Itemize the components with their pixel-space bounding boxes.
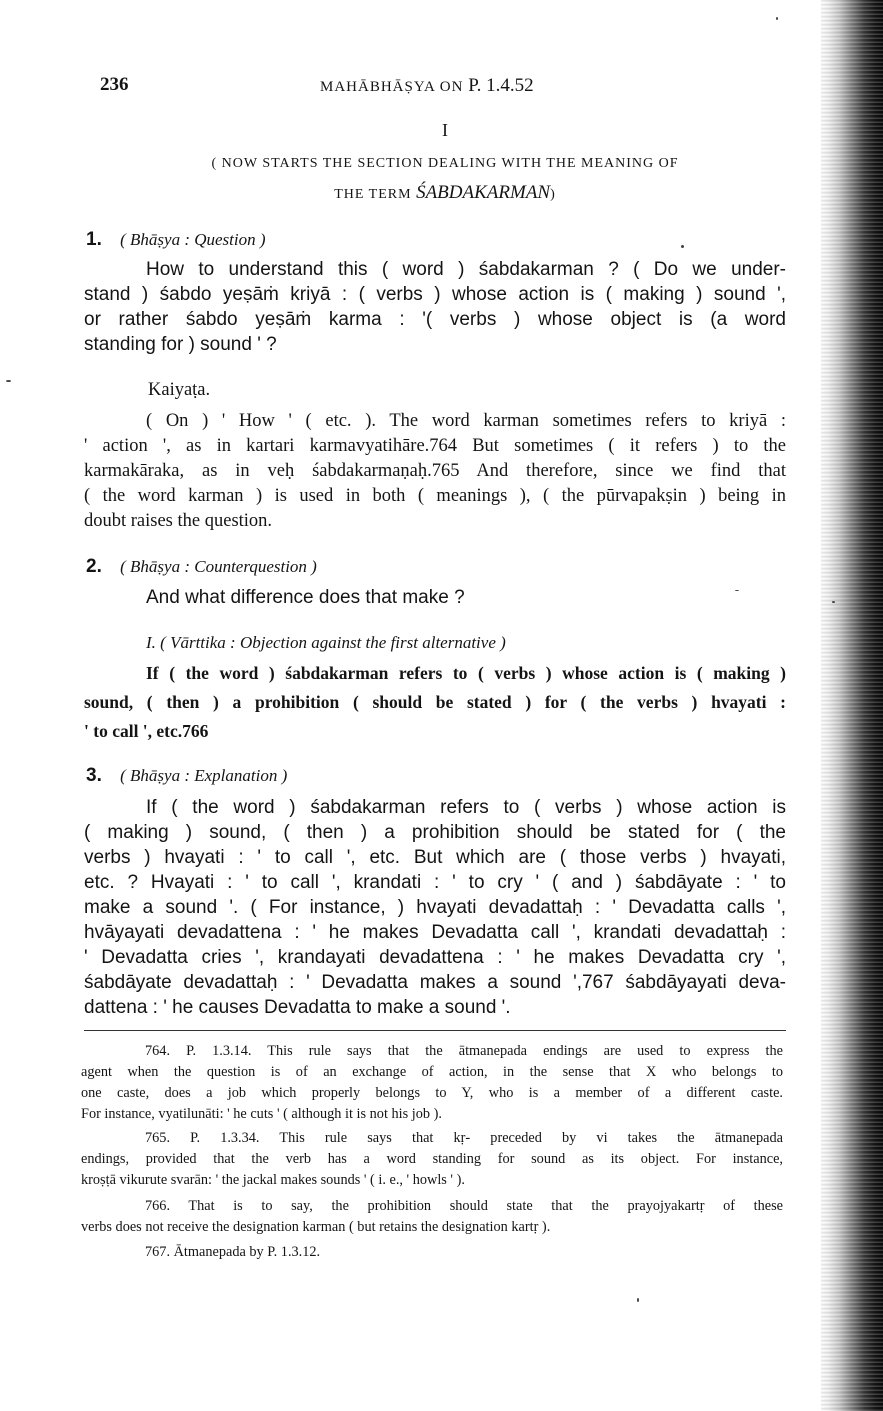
section-heading-suffix: ): [550, 187, 556, 202]
text-line: ' Devadatta cries ', krandayati devadattena : ' he makes Devadatta cry ',: [84, 947, 786, 968]
varttika-heading: I. ( Vārttika : Objection against the first alternative ): [146, 633, 506, 652]
paragraph-3-number: 3.: [86, 765, 102, 786]
running-title: MAHĀBHĀṢYA ON: [320, 79, 464, 95]
footnote-767: [81, 1242, 783, 1263]
section-heading-prefix: THE TERM: [334, 187, 412, 202]
text-line: ( making ) sound, ( then ) a prohibition should be stated for ( the: [84, 822, 786, 843]
scan-speck: [776, 17, 778, 20]
text-line: stand ) śabdo yeṣāṁ kriyā : ( verbs ) whose action is ( making ) sound ',: [84, 284, 786, 305]
running-header: [320, 75, 534, 97]
paragraph-3-text: [84, 795, 786, 1020]
text-line: ' to call ', etc.766: [84, 721, 209, 741]
paragraph-3-label: ( Bhāṣya : Explanation ): [120, 766, 288, 785]
text-line: hvāyayati devadattena : ' he makes Devadatta call ', krandati devadattaḥ :: [84, 922, 786, 943]
text-line: standing for ) sound ' ?: [84, 334, 277, 355]
paragraph-1-label: ( Bhāṣya : Question ): [120, 230, 266, 249]
text-line: And what difference does that make ?: [146, 587, 465, 608]
paragraph-2-number: 2.: [86, 556, 102, 577]
footnote-765: [81, 1128, 783, 1191]
text-line: How to understand this ( word ) śabdakarman ? ( Do we under-: [146, 259, 786, 280]
footnote-line: endings, provided that the verb has a word standing for sound as its object. For instance,: [81, 1151, 783, 1167]
footnote-line: 766. That is to say, the prohibition should state that the prayojyakartṛ of these: [145, 1198, 783, 1214]
footnote-line: For instance, vyatilunāti: ' he cuts ' ( although it is not his job ).: [81, 1106, 442, 1122]
footnote-line: 765. P. 1.3.34. This rule says that kṛ- preceded by vi takes the ātmanepada: [145, 1130, 783, 1146]
paragraph-1-heading: [86, 229, 266, 251]
text-line: ' action ', as in kartari karmavyatihāre.764 But sometimes ( it refers ) to the: [84, 436, 786, 456]
footnote-line: 764. P. 1.3.14. This rule says that the ātmanepada endings are used to express the: [145, 1043, 783, 1059]
kaiyata-text: [84, 409, 786, 534]
scan-speck: [637, 1298, 639, 1302]
scan-speck: [832, 601, 835, 603]
text-line: ( the word karman ) is used in both ( meanings ), ( the pūrvapakṣin ) being in: [84, 486, 786, 506]
paragraph-2-label: ( Bhāṣya : Counterquestion ): [120, 557, 317, 576]
footnote-766: [81, 1196, 783, 1238]
text-line: verbs ) hvayati : ' to call ', etc. But which are ( those verbs ) hvayati,: [84, 847, 786, 868]
section-heading-term: ŚABDAKARMAN: [416, 182, 551, 203]
text-line: If ( the word ) śabdakarman refers to ( verbs ) whose action is: [146, 797, 786, 818]
sutra-reference: P. 1.4.52: [468, 75, 534, 96]
section-heading-line-1: ( NOW STARTS THE SECTION DEALING WITH THE MEANING OF: [211, 156, 679, 171]
footnote-line: agent when the question is of an exchange of action, in the sense that X who belongs to: [81, 1064, 783, 1080]
scan-speck: [735, 590, 739, 591]
footnote-separator: [84, 1030, 786, 1031]
page-number: 236: [100, 74, 129, 95]
footnote-line: one caste, does a job which properly belongs to Y, who is a member of a different caste.: [81, 1085, 783, 1101]
book-spine-shadow: [821, 0, 883, 1411]
text-line: doubt raises the question.: [84, 511, 273, 531]
footnote-line: 767. Ātmanepada by P. 1.3.12.: [145, 1244, 321, 1260]
scan-speck: [6, 380, 11, 382]
text-line: If ( the word ) śabdakarman refers to ( verbs ) whose action is ( making ): [146, 663, 786, 683]
text-line: ( On ) ' How ' ( etc. ). The word karman sometimes refers to kriyā :: [146, 411, 786, 431]
footnote-764: [81, 1041, 783, 1125]
paragraph-1-number: 1.: [86, 229, 102, 250]
kaiyata-label: Kaiyaṭa.: [148, 380, 211, 400]
text-line: etc. ? Hvayati : ' to call ', krandati : ' to cry ' ( and ) śabdāyate : ' to: [84, 872, 786, 893]
paragraph-3-heading: [86, 765, 287, 787]
paragraph-2-heading: [86, 556, 317, 578]
footnote-line: verbs does not receive the designation karman ( but retains the designation kartṛ ).: [81, 1219, 551, 1235]
text-line: or rather śabdo yeṣāṁ karma : '( verbs ) whose object is (a word: [84, 309, 786, 330]
section-number: I: [442, 120, 448, 140]
scan-speck: [681, 245, 684, 248]
text-line: karmakāraka, as in veḥ śabdakarmaṇaḥ.765 And therefore, since we find that: [84, 461, 786, 481]
text-line: dattena : ' he causes Devadatta to make a sound '.: [84, 997, 511, 1018]
section-heading-line-2: [0, 182, 883, 204]
text-line: sound, ( then ) a prohibition ( should be stated ) for ( the verbs ) hvayati :: [84, 692, 786, 712]
footnote-line: kroṣṭā vikurute svarān: ' the jackal makes sounds ' ( i. e., ' howls ' ).: [81, 1172, 465, 1188]
paragraph-2-text: [84, 585, 786, 610]
text-line: śabdāyate devadattaḥ : ' Devadatta makes a sound ',767 śabdāyayati deva-: [84, 972, 786, 993]
varttika-text: [84, 658, 786, 745]
text-line: make a sound '. ( For instance, ) hvayati devadattaḥ : ' Devadatta calls ',: [84, 897, 786, 918]
paragraph-1-text: [84, 257, 786, 357]
